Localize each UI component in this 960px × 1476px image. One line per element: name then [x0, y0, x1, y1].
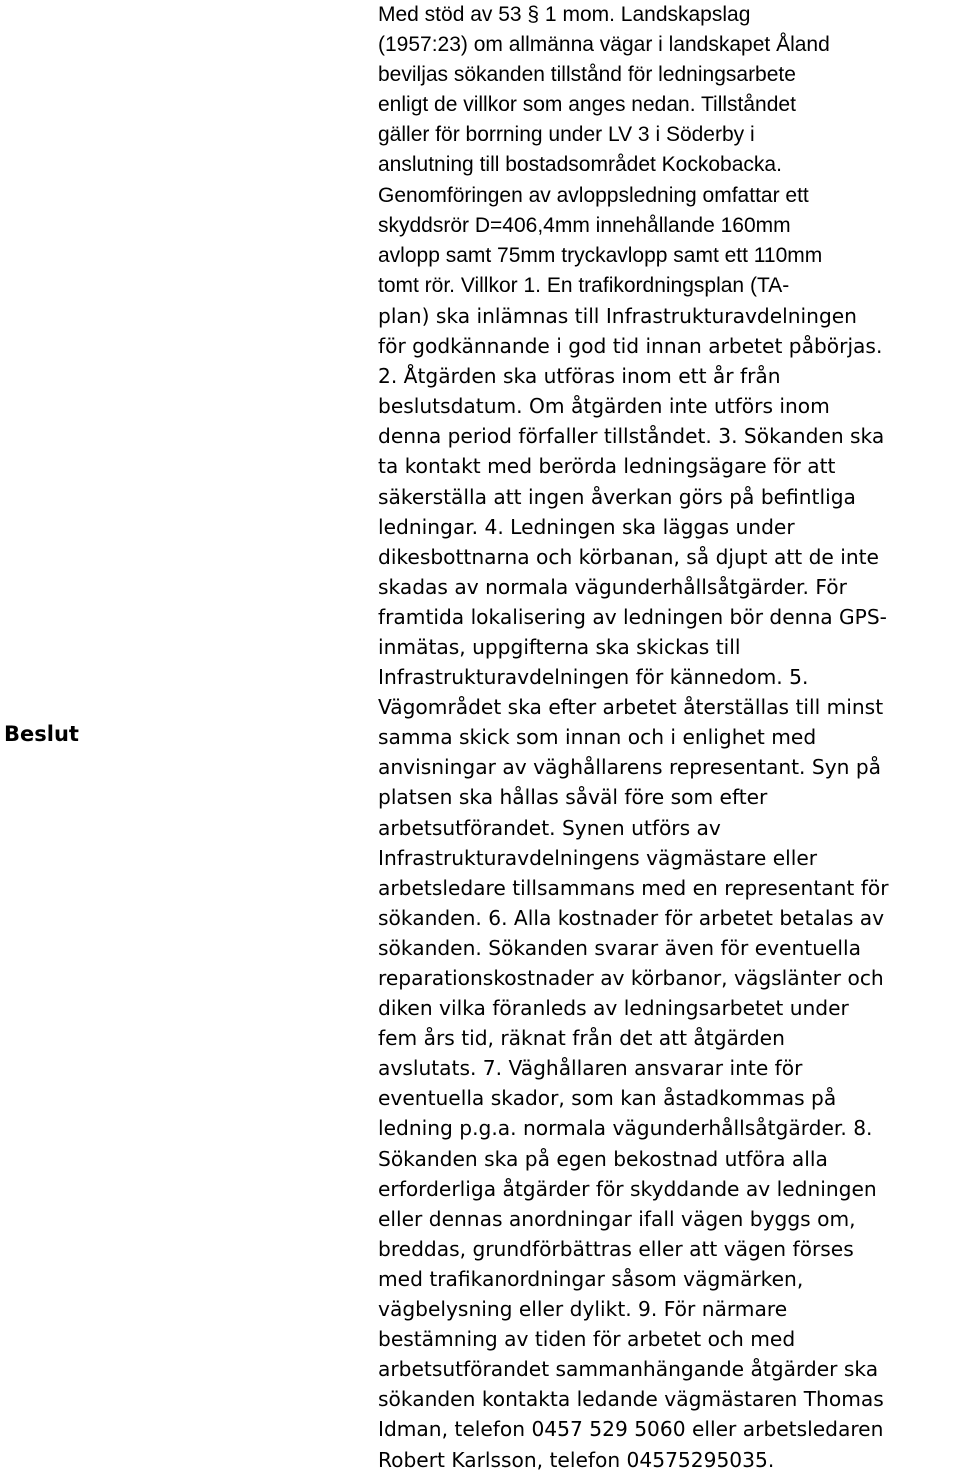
decision-line: med trafikanordningar såsom vägmärken, [378, 1266, 804, 1291]
decision-line: enligt de villkor som anges nedan. Tillståndet [378, 93, 796, 117]
section-label-column [4, 719, 124, 749]
decision-line: denna period förfaller tillståndet. 3. Sökanden ska [378, 424, 885, 449]
decision-line: Robert Karlsson, telefon 04575295035. [378, 1447, 775, 1472]
decision-line: (1957:23) om allmänna vägar i landskapet Åland [378, 33, 830, 57]
decision-line: samma skick som innan och i enlighet med [378, 725, 817, 750]
decision-line: plan) ska inlämnas till Infrastrukturavdelningen [378, 303, 857, 328]
decision-line: ta kontakt med berörda ledningsägare för att [378, 454, 836, 479]
decision-line: reparationskostnader av körbanor, vägslänter och [378, 966, 884, 990]
decision-line: skadas av normala vägunderhållsåtgärder. För [378, 574, 847, 599]
decision-line: sökanden kontakta ledande vägmästaren Thomas [378, 1387, 884, 1412]
decision-line: Sökanden ska på egen bekostnad utföra alla [378, 1146, 828, 1171]
decision-line: diken vilka föranleds av ledningsarbetet under [378, 996, 849, 1021]
decision-line: anslutning till bostadsområdet Kockobacka. [378, 153, 782, 177]
decision-line: gäller för borrning under LV 3 i Söderby i [378, 123, 755, 147]
decision-line: platsen ska hållas såväl före som efter [378, 785, 768, 810]
decision-line: ledning p.g.a. normala vägunderhållsåtgärder. 8. [378, 1116, 873, 1141]
decision-line: säkerställa att ingen åverkan görs på befintliga [378, 484, 856, 509]
decision-line: skyddsrör D=406,4mm innehållande 160mm [378, 213, 791, 237]
decision-line: ledningar. 4. Ledningen ska läggas under [378, 514, 795, 539]
decision-line: Genomföringen av avloppsledning omfattar ett [378, 183, 809, 207]
decision-text [378, 0, 960, 1475]
decision-line: Infrastrukturavdelningens vägmästare eller [378, 845, 818, 870]
decision-line: bestämning av tiden för arbetet och med [378, 1327, 796, 1352]
decision-line: sökanden. Sökanden svarar även för eventuella [378, 935, 861, 960]
decision-line: dikesbottnarna och körbanan, så djupt att de inte [378, 544, 879, 569]
decision-line: Infrastrukturavdelningen för kännedom. 5. [378, 665, 809, 690]
decision-line: beviljas sökanden tillstånd för ledningsarbete [378, 63, 796, 87]
decision-line: eventuella skador, som kan åstadkommas på [378, 1086, 837, 1111]
decision-line: 2. Åtgärden ska utföras inom ett år från [378, 364, 781, 389]
decision-line: beslutsdatum. Om åtgärden inte utförs inom [378, 394, 830, 419]
decision-line: anvisningar av väghållarens representant. Syn på [378, 755, 882, 780]
decision-line: tomt rör. Villkor 1. En trafikordningsplan (TA- [378, 273, 790, 297]
decision-line: vägbelysning eller dylikt. 9. För närmare [378, 1297, 788, 1322]
decision-line: inmätas, uppgifterna ska skickas till [378, 634, 741, 659]
decision-line: fem års tid, räknat från det att åtgärden [378, 1026, 785, 1051]
decision-line: avslutats. 7. Väghållaren ansvarar inte för [378, 1056, 803, 1081]
decision-line: erforderliga åtgärder för skyddande av ledningen [378, 1176, 877, 1201]
section-label: Beslut [4, 722, 79, 746]
decision-line: arbetsledare tillsammans med en representant för [378, 875, 889, 900]
decision-line: Med stöd av 53 § 1 mom. Landskapslag [378, 3, 751, 26]
decision-line: arbetsutförandet sammanhängande åtgärder ska [378, 1357, 879, 1382]
decision-line: avlopp samt 75mm tryckavlopp samt ett 110mm [378, 243, 823, 267]
decision-line: arbetsutförandet. Synen utförs av [378, 815, 721, 840]
decision-line: för godkännande i god tid innan arbetet påbörjas. [378, 334, 883, 359]
decision-line: Idman, telefon 0457 529 5060 eller arbetsledaren [378, 1417, 884, 1442]
decision-line: sökanden. 6. Alla kostnader för arbetet betalas av [378, 905, 885, 930]
decision-line: breddas, grundförbättras eller att vägen förses [378, 1236, 854, 1261]
decision-line: Vägområdet ska efter arbetet återställas till minst [378, 695, 884, 720]
decision-line: framtida lokalisering av ledningen bör denna GPS- [378, 604, 887, 629]
decision-line: eller dennas anordningar ifall vägen byggs om, [378, 1206, 856, 1231]
